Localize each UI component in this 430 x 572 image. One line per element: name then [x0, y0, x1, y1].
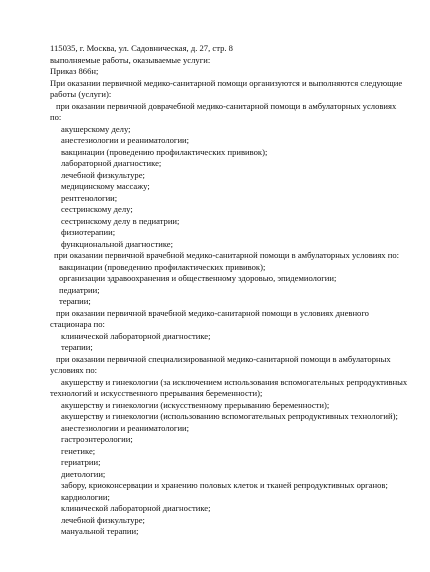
- list-item: сестринскому делу в педиатрии;: [61, 215, 180, 226]
- list-item: гериатрии;: [61, 457, 101, 467]
- section-heading: при оказании первичной специализированной медико-санитарной помощи в амбулаторных: [56, 353, 391, 364]
- list-item: клинической лабораторной диагностике;: [61, 503, 211, 513]
- section-heading: стационара по:: [50, 319, 105, 329]
- list-item: рентгенологии;: [61, 192, 118, 203]
- list-item: лечебной физкультуре;: [61, 169, 145, 180]
- list-item: лабораторной диагностике;: [61, 158, 162, 168]
- list-item: клинической лабораторной диагностике;: [61, 330, 211, 341]
- list-item: акушерскому делу;: [61, 123, 131, 134]
- list-item: диетологии;: [61, 468, 106, 479]
- list-item: терапии;: [59, 296, 91, 306]
- list-item: педиатрии;: [59, 284, 100, 295]
- list-item: функциональной диагностике;: [61, 238, 174, 249]
- list-item: медицинскому массажу;: [61, 181, 150, 191]
- list-item: акушерству и гинекологии (за исключением использования вспомогательных репродуктивных: [61, 376, 408, 387]
- list-item: терапии;: [61, 342, 93, 352]
- list-item: организации здравоохранения и общественному здоровью, эпидемиологии;: [59, 273, 337, 283]
- intro-line: работы (услуги):: [50, 89, 112, 99]
- list-item: гастроэнтерологии;: [61, 434, 133, 444]
- list-item: мануальной терапии;: [61, 526, 139, 536]
- section-heading: при оказании первичной врачебной медико-санитарной помощи в условиях дневного: [56, 307, 369, 318]
- section-heading: при оказании первичной доврачебной медико-санитарной помощи в амбулаторных условиях: [56, 100, 397, 111]
- section-heading: при оказании первичной врачебной медико-санитарной помощи в амбулаторных условиях по:: [54, 250, 400, 260]
- list-item: анестезиологии и реаниматологии;: [61, 135, 190, 145]
- list-item: акушерству и гинекологии (использованию вспомогательных репродуктивных технологий);: [61, 411, 398, 421]
- list-item: акушерству и гинекологии (искусственному прерыванию беременности);: [61, 399, 330, 410]
- list-item: вакцинации (проведению профилактических прививок);: [59, 261, 266, 272]
- list-item: забору, криоконсервации и хранению половых клеток и тканей репродуктивных органов;: [61, 480, 388, 490]
- document-body: [50, 43, 422, 538]
- list-item: анестезиологии и реаниматологии;: [61, 422, 190, 433]
- list-item: генетике;: [61, 445, 96, 456]
- list-item: вакцинации (проведению профилактических прививок);: [61, 146, 268, 157]
- list-item: технологий и искусственного прерывания беременности);: [50, 388, 263, 398]
- list-item: сестринскому делу;: [61, 204, 133, 214]
- section-heading: условиях по:: [50, 365, 98, 375]
- list-item: лечебной физкультуре;: [61, 514, 145, 525]
- list-item: физиотерапии;: [61, 227, 116, 237]
- works-label: выполняемые работы, оказываемые услуги:: [50, 54, 211, 65]
- section-heading: по:: [50, 112, 62, 122]
- intro-line: При оказании первичной медико-санитарной помощи организуются и выполняются следующие: [50, 77, 403, 88]
- list-item: кардиологии;: [61, 491, 110, 502]
- address-line: 115035, г. Москва, ул. Садовническая, д. 27, стр. 8: [50, 43, 233, 53]
- order-line: Приказ 866н;: [50, 66, 99, 76]
